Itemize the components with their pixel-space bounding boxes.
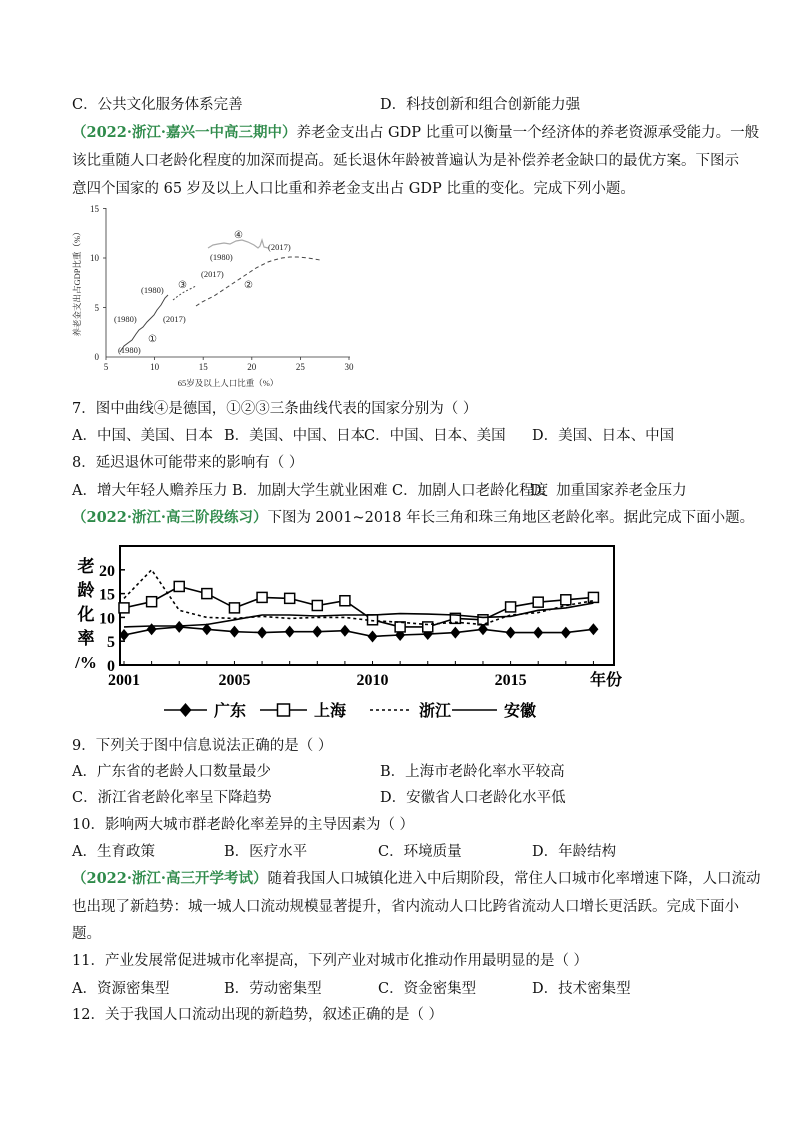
- aging-rate-chart: [72, 538, 632, 728]
- curve-4-marker: ④: [234, 230, 243, 241]
- q11-option-d: D．技术密集型: [532, 981, 631, 997]
- x-axis-label: 65岁及以上人口比重（%）: [177, 378, 279, 388]
- legend-label: 浙江: [419, 703, 452, 720]
- x-tick: 25: [295, 362, 305, 372]
- y-axis-label-char: 老: [77, 557, 95, 576]
- curve-4: [208, 240, 268, 248]
- series-line-上海: [124, 587, 593, 627]
- block1-intro-line1: [72, 124, 759, 142]
- q7-option-b: B．美国、中国、日本: [224, 428, 366, 444]
- data-point-上海: [147, 597, 157, 607]
- data-point-上海: [202, 589, 212, 599]
- x-tick: 5: [103, 362, 109, 372]
- series-line-广东: [124, 627, 593, 637]
- data-point-上海: [395, 622, 405, 632]
- data-point-广东: [368, 630, 378, 642]
- q8-option-b: B．加剧大学生就业困难: [232, 483, 388, 499]
- q7-option-d: D．美国、日本、中国: [532, 428, 675, 444]
- data-point-广东: [506, 627, 516, 639]
- y-axis-label-char: 率: [77, 629, 95, 648]
- data-point-上海: [506, 602, 516, 612]
- data-point-广东: [229, 626, 239, 638]
- x-tick: 30: [344, 362, 354, 372]
- q9-option-b: B．上海市老龄化率水平较高: [380, 764, 565, 780]
- q10-option-c: C．环境质量: [378, 844, 462, 860]
- legend-marker-广东: [180, 703, 192, 717]
- data-point-上海: [312, 601, 322, 611]
- y-axis-label-char: 龄: [77, 581, 95, 600]
- y-tick: 5: [94, 303, 99, 313]
- q8-option-c: C．加剧人口老龄化程度: [392, 483, 549, 499]
- y-tick: 15: [90, 204, 99, 214]
- series-line-浙江: [124, 570, 593, 625]
- x-tick-label: 2001: [108, 672, 140, 689]
- y-tick: 0: [94, 352, 99, 362]
- y-tick-label: 10: [99, 610, 115, 628]
- legend-label: 上海: [314, 703, 347, 720]
- data-point-广东: [588, 623, 598, 635]
- q9-option-a: A．广东省的老龄人口数量最少: [72, 764, 271, 780]
- q6-option-c: C．公共文化服务体系完善: [72, 97, 243, 113]
- intro-text: 养老金支出占 GDP 比重可以衡量一个经济体的养老资源承受能力。一般: [296, 125, 760, 141]
- y-axis-label-char: 化: [77, 605, 95, 624]
- data-point-广东: [285, 626, 295, 638]
- q9-option-c: C．浙江省老龄化率呈下降趋势: [72, 790, 272, 806]
- data-point-广东: [147, 623, 157, 635]
- block1-intro-line3: 意四个国家的 65 岁及以上人口比重和养老金支出占 GDP 比重的变化。完成下列小题。: [72, 181, 635, 197]
- year-label: (1980): [141, 285, 164, 295]
- data-point-上海: [340, 596, 350, 606]
- data-point-上海: [119, 603, 129, 613]
- year-label: (2017): [201, 269, 224, 279]
- data-point-广东: [312, 626, 322, 638]
- x-tick-label: 2005: [218, 672, 251, 689]
- q7-option-a: A．中国、美国、日本: [72, 428, 213, 444]
- y-axis-label-char: /%: [75, 653, 97, 672]
- curve-1-marker: ①: [148, 334, 157, 345]
- data-point-上海: [285, 593, 295, 603]
- data-point-上海: [368, 615, 378, 625]
- q9-stem: 9．下列关于图中信息说法正确的是（ ）: [72, 738, 333, 754]
- x-tick-label: 2010: [356, 672, 389, 689]
- y-tick-label: 20: [99, 562, 115, 580]
- data-point-广东: [533, 627, 543, 639]
- year-label: (2017): [268, 242, 291, 252]
- y-tick-label: 5: [107, 634, 115, 652]
- year-label: (1980): [114, 314, 137, 324]
- x-tick: 20: [247, 362, 257, 372]
- q10-option-d: D．年龄结构: [532, 844, 617, 860]
- x-tick: 15: [198, 362, 208, 372]
- y-tick: 10: [90, 253, 99, 263]
- curve-2-marker: ②: [244, 280, 253, 291]
- q8-stem: 8．延迟退休可能带来的影响有（ ）: [72, 455, 304, 471]
- q8-option-a: A．增大年轻人赡养压力: [72, 483, 228, 499]
- data-point-广东: [257, 627, 267, 639]
- q7-stem: 7．图中曲线④是德国，①②③三条曲线代表的国家分别为（ ）: [72, 401, 478, 417]
- q10-stem: 10．影响两大城市群老龄化率差异的主导因素为（ ）: [72, 817, 415, 833]
- data-point-广东: [174, 621, 184, 633]
- data-point-上海: [257, 592, 267, 602]
- q9-option-d: D．安徽省人口老龄化水平低: [380, 790, 566, 806]
- source-tag: （2022·浙江·嘉兴一中高三期中）: [72, 124, 297, 141]
- x-tick-label: 2015: [494, 672, 527, 689]
- legend-label: 安徽: [504, 703, 537, 720]
- x-tick: 10: [150, 362, 160, 372]
- q11-option-b: B．劳动密集型: [224, 981, 322, 997]
- year-label: (1980): [118, 345, 141, 355]
- x-axis-label: 年份: [589, 672, 623, 689]
- q6-option-d: D．科技创新和组合创新能力强: [380, 97, 581, 113]
- data-point-广东: [450, 627, 460, 639]
- year-label: (1980): [210, 252, 233, 262]
- pension-chart: [68, 200, 368, 395]
- q11-stem: 11．产业发展常促进城市化率提高，下列产业对城市化推动作用最明显的是（ ）: [72, 953, 589, 969]
- legend-label: 广东: [214, 703, 247, 720]
- data-point-广东: [561, 627, 571, 639]
- data-point-广东: [340, 625, 350, 637]
- year-label: (2017): [163, 314, 186, 324]
- q8-option-d: D．加重国家养老金压力: [530, 483, 687, 499]
- q11-option-c: C．资金密集型: [378, 981, 477, 997]
- legend-marker-上海: [278, 704, 290, 716]
- data-point-上海: [561, 595, 571, 605]
- q11-option-a: A．资源密集型: [72, 981, 170, 997]
- block3-intro-line1: [72, 870, 760, 888]
- intro-text: 下图为 2001~2018 年长三角和珠三角地区老龄化率。据此完成下面小题。: [267, 510, 755, 526]
- y-tick-label: 0: [107, 658, 115, 675]
- data-point-上海: [174, 581, 184, 591]
- data-point-上海: [533, 597, 543, 607]
- q7-option-c: C．中国、日本、美国: [364, 428, 506, 444]
- curve-2: [196, 257, 320, 306]
- q12-stem: 12．关于我国人口流动出现的新趋势，叙述正确的是（ ）: [72, 1007, 444, 1023]
- data-point-上海: [229, 603, 239, 613]
- source-tag: （2022·浙江·高三阶段练习）: [72, 509, 268, 526]
- intro-text: 随着我国人口城镇化进入中后期阶段，常住人口城市化率增速下降，人口流动: [267, 871, 761, 887]
- y-axis-label: 养老金支出占GDP比重（%）: [72, 227, 82, 337]
- block1-intro-line2: 该比重随人口老龄化程度的加深而提高。延长退休年龄被普遍认为是补偿养老金缺口的最优方案。下图示: [72, 153, 739, 169]
- block2-intro: [72, 509, 754, 527]
- q10-option-b: B．医疗水平: [224, 844, 308, 860]
- y-tick-label: 15: [99, 586, 115, 604]
- curve-3-marker: ③: [178, 280, 187, 291]
- q10-option-a: A．生育政策: [72, 844, 155, 860]
- block3-intro-line3: 题。: [72, 926, 101, 942]
- block3-intro-line2: 也出现了新趋势：城一城人口流动规模显著提升，省内流动人口比跨省流动人口增长更活跃。完成下面小: [72, 899, 739, 915]
- source-tag: （2022·浙江·高三开学考试）: [72, 870, 268, 887]
